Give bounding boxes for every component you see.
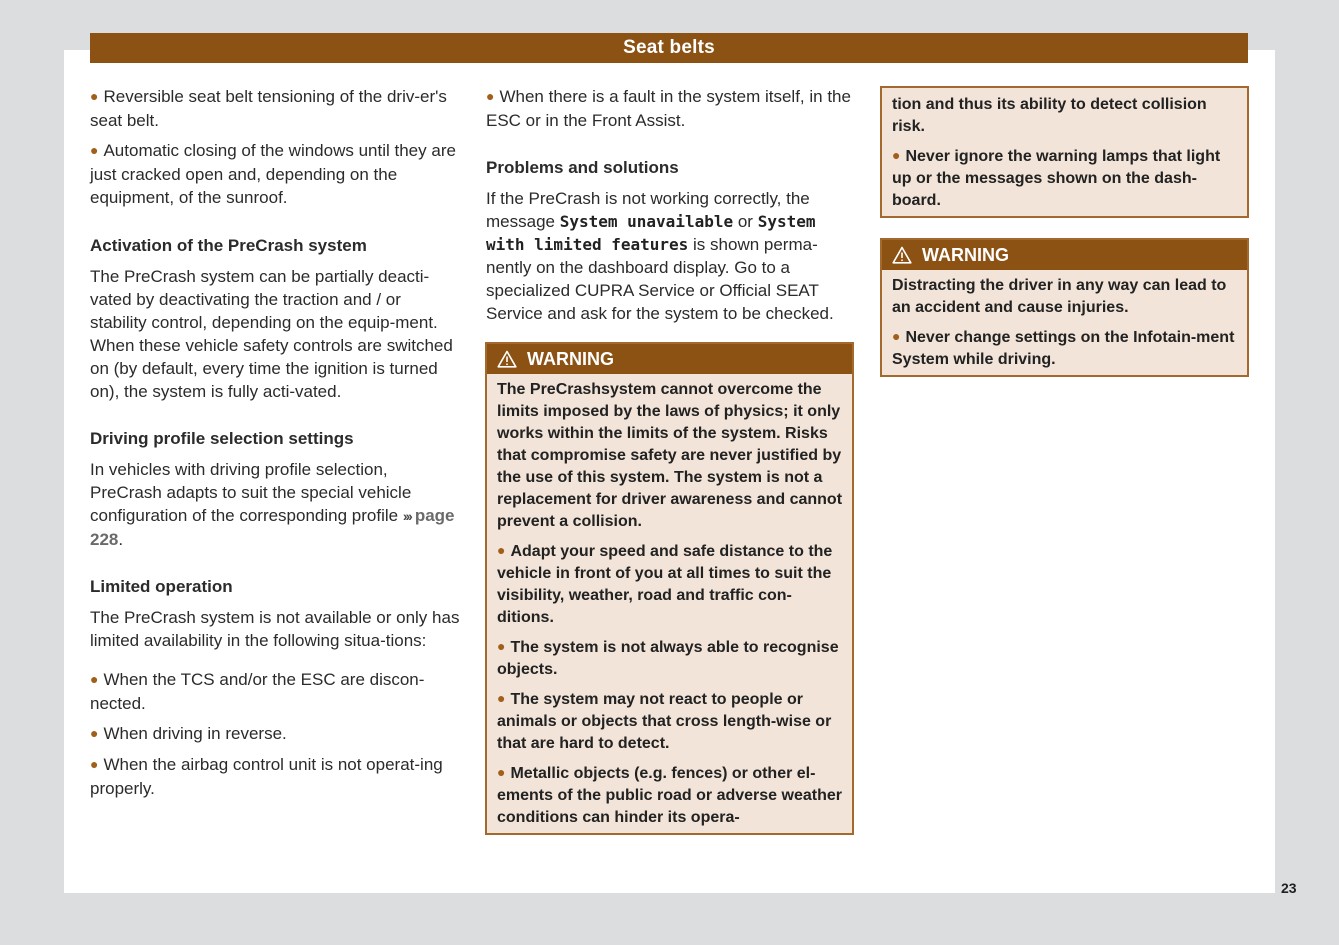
- list-item: ● Metallic objects (e.g. fences) or other el-ements of the public road or adverse weather conditions can hinder its opera-: [497, 762, 842, 829]
- warning-body: [487, 374, 852, 833]
- list-item: ● The system is not always able to recognise objects.: [497, 636, 842, 681]
- warning-header: [882, 240, 1247, 270]
- list-item: ● When the TCS and/or the ESC are discon-nected.: [90, 670, 425, 713]
- warning-body: [882, 88, 1247, 216]
- list-item: ● Never ignore the warning lamps that light up or the messages shown on the dash-board.: [892, 145, 1237, 212]
- column-1: [90, 85, 462, 807]
- column-3: [880, 86, 1249, 377]
- page-number: 23: [1281, 880, 1297, 896]
- page-reference-link[interactable]: ››› page 228: [90, 506, 455, 549]
- warning-box-precrash: [485, 342, 854, 835]
- bullet-icon: ●: [892, 328, 901, 344]
- column-2: [486, 85, 854, 835]
- paragraph-limited-operation: The PreCrash system is not available or only has limited availability in the following situa-tions:: [90, 608, 460, 650]
- paragraph-activation: The PreCrash system can be partially deacti-vated by deactivating the traction and / or stability control, depending on the equip-ment. When these vehicle safety controls are switched on (by default, every time the ignition is turned on), the system is fully acti-vated.: [90, 267, 453, 401]
- bullet-icon: ●: [497, 638, 506, 654]
- bullet-icon: ●: [90, 725, 99, 741]
- reference-arrows-icon: ›››: [402, 508, 411, 524]
- bullet-icon: ●: [90, 142, 99, 158]
- list-item: ● Reversible seat belt tensioning of the driv-er's seat belt.: [90, 87, 447, 130]
- display-message-limited: System with limited features: [486, 212, 816, 254]
- heading-limited-operation: Limited operation: [90, 577, 233, 596]
- warning-intro: Distracting the driver in any way can lead to an accident and cause injuries.: [892, 277, 1227, 316]
- list-item: ● When driving in reverse.: [90, 724, 287, 743]
- heading-problems-solutions: Problems and solutions: [486, 158, 679, 177]
- warning-label: WARNING: [527, 349, 614, 369]
- heading-activation: Activation of the PreCrash system: [90, 236, 367, 255]
- warning-body: [882, 270, 1247, 375]
- warning-header: [487, 344, 852, 374]
- list-item: ● The system may not react to people or animals or objects that cross length-wise or that are hard to detect.: [497, 688, 842, 755]
- bullet-icon: ●: [486, 88, 495, 104]
- display-message-unavailable: System unavailable: [559, 212, 734, 231]
- list-item: ● Never change settings on the Infotain-ment System while driving.: [892, 326, 1237, 371]
- warning-intro: The PreCrashsystem cannot overcome the limits imposed by the laws of physics; it only works within the limits of the system. Risks that compromise safety are never justified by the use of this system. The system is not a replacement for driver awareness and cannot prevent a collision.: [497, 381, 843, 530]
- list-item: ● Automatic closing of the windows until they are just cracked open and, depending on the equipment, of the sunroof.: [90, 141, 456, 207]
- heading-driving-profile: Driving profile selection settings: [90, 429, 354, 448]
- warning-box-continued: [880, 86, 1249, 218]
- bullet-icon: ●: [497, 542, 506, 558]
- bullet-icon: ●: [90, 671, 99, 687]
- list-item: ● Adapt your speed and safe distance to the vehicle in front of you at all times to suit the visibility, weather, road and traffic con-ditions.: [497, 540, 842, 629]
- section-title: Seat belts: [623, 37, 715, 58]
- warning-label: WARNING: [922, 245, 1009, 265]
- bullet-icon: ●: [892, 147, 901, 163]
- warning-triangle-icon: [892, 246, 912, 264]
- list-item: ● When there is a fault in the system itself, in the ESC or in the Front Assist.: [486, 87, 851, 130]
- bullet-icon: ●: [90, 756, 99, 772]
- warning-continued-text: tion and thus its ability to detect collision risk.: [892, 96, 1207, 135]
- bullet-icon: ●: [90, 88, 99, 104]
- paragraph-driving-profile: In vehicles with driving profile selection, PreCrash adapts to suit the special vehicle configuration of the corresponding profile ››› page 228.: [90, 460, 455, 549]
- section-header: [90, 33, 1248, 63]
- warning-box-distraction: [880, 238, 1249, 377]
- warning-triangle-icon: [497, 350, 517, 368]
- paragraph-problems-solutions: If the PreCrash is not working correctly, the message System unavailable or System with limited features is shown perma-nently on the dashboard display. Go to a specialized CUPRA Service or Official SEAT Service and ask for the system to be checked.: [486, 189, 834, 323]
- bullet-icon: ●: [497, 690, 506, 706]
- bullet-icon: ●: [497, 764, 506, 780]
- list-item: ● When the airbag control unit is not operat-ing properly.: [90, 755, 443, 798]
